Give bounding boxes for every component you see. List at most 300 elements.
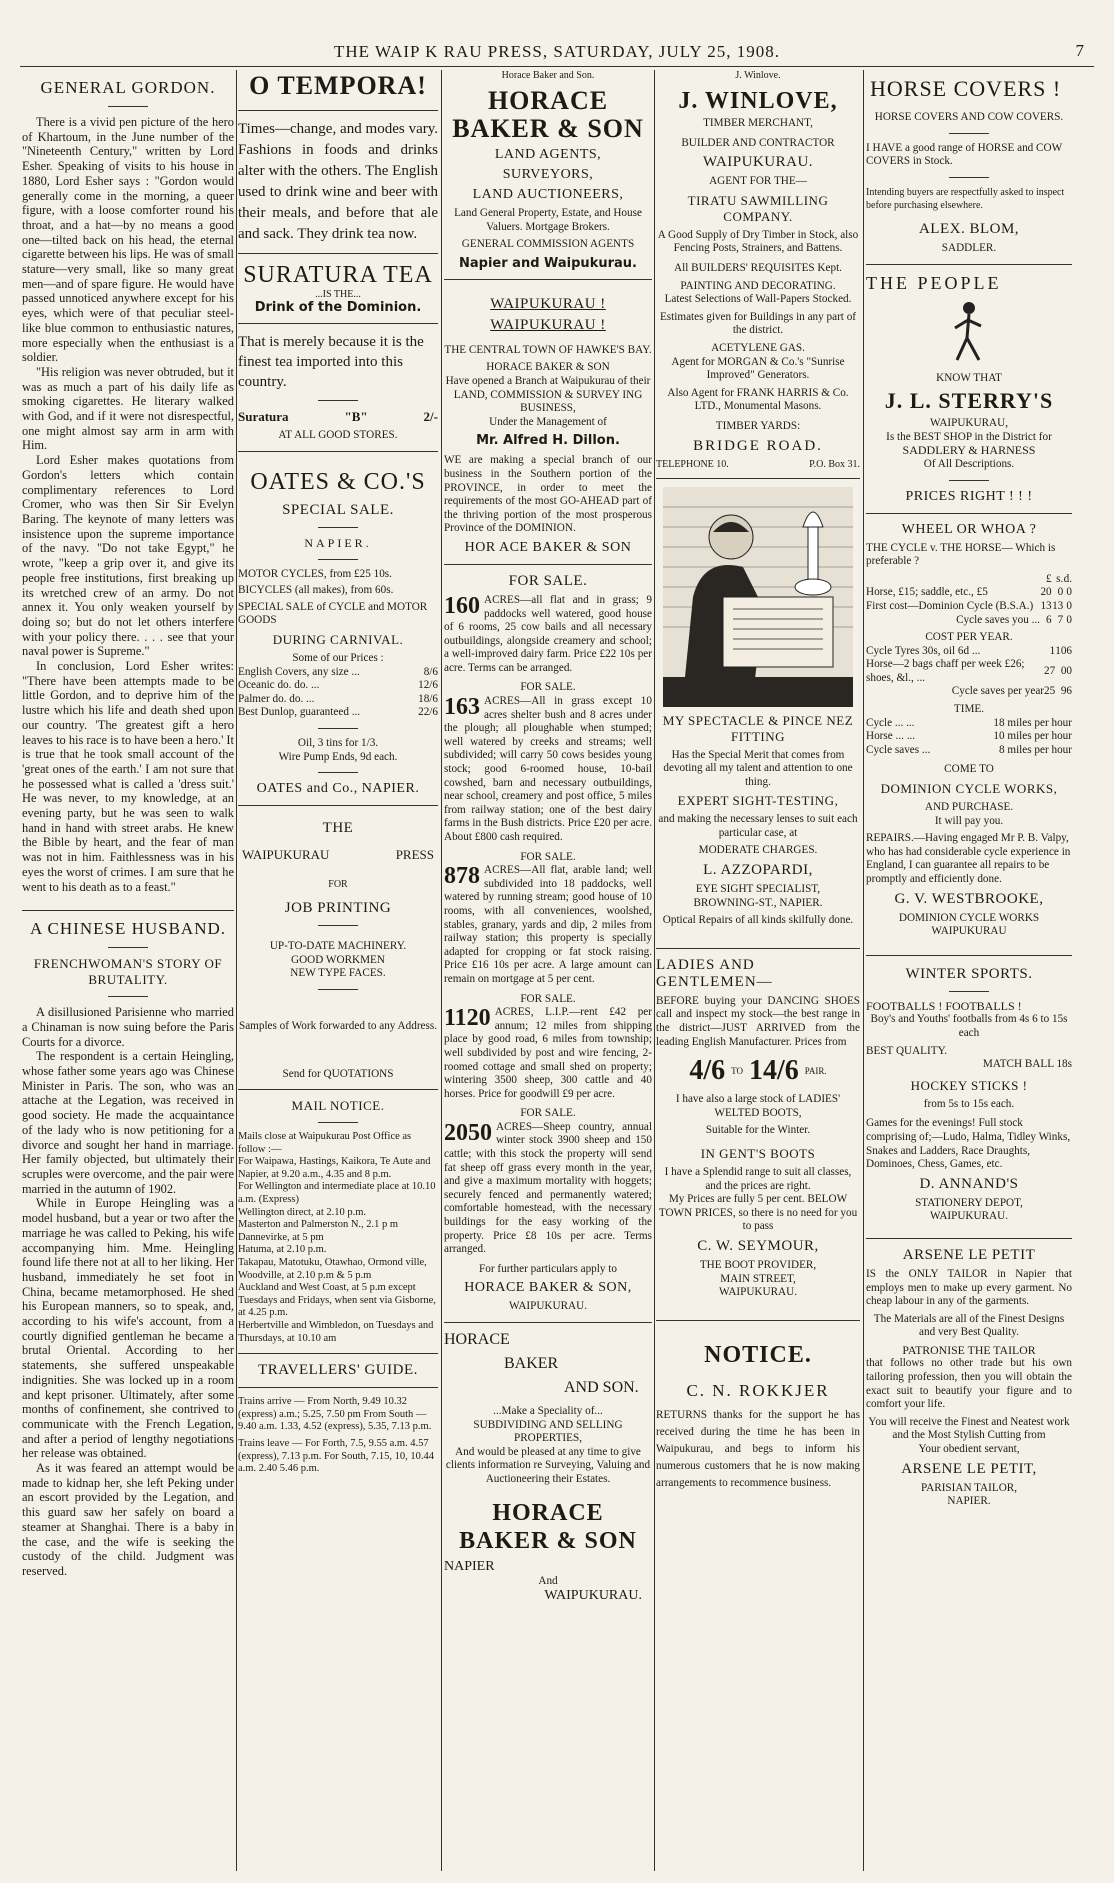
divider	[866, 1238, 1072, 1239]
divider	[238, 451, 438, 452]
cost-value: 0	[1066, 586, 1072, 599]
cost-value: 10	[1055, 644, 1067, 657]
ad-slogan: Drink of the Dominion.	[254, 300, 422, 315]
column-3	[444, 70, 652, 1873]
ad-text: The Materials are all of the Finest Designs and very Best Quality.	[873, 1312, 1065, 1339]
ad-subtitle: THE CYCLE v. THE HORSE— Which is preferable ?	[866, 541, 1056, 568]
listing-text: ACRES—Sheep country, annual winter stock 3900 sheep and 150 cattle; with this stock the property will send fat sheep off grass every month in the year, and give a maximum mortality with hoggets; securely fenced and permanently watered; comfortable homestead, with the necessary buildings for the easy working of the property. Price £8 10s per acre. Terms arranged.	[444, 1120, 652, 1256]
paragraph: While in Europe Heingling was a model husband, but a year or two after the marriage he was called to Peking, his wife accompanying him. Mme. Heingling found life there not at all to her liking. Her husband, immediately he set foot in China, became metamorphosed. He shed his European manners, so to speak, and, according to his wife's account, from a courtly dignified gentleman he became a brutal Oriental. According to her statements, she suffered unspeakable indignities. She was locked up in a room and kept prisoner. Ultimately, after some months of confinement, she contrived to communicate with the French Legation, and after a period of lengthy negotiations her release was obtained.	[22, 1196, 234, 1461]
column-divider	[441, 70, 442, 1871]
ad-text: Optical Repairs of all kinds skilfully done.	[662, 914, 854, 927]
divider	[108, 106, 148, 107]
divider	[949, 133, 989, 134]
ad-signature: D. ANNAND'S	[919, 1175, 1019, 1192]
price-to: TO	[731, 1066, 743, 1077]
table-row	[866, 573, 1072, 587]
divider	[318, 925, 358, 926]
ad-text: NAPIER.	[947, 1495, 991, 1508]
cost-value: 0	[1066, 665, 1072, 678]
time-item: Cycle saves ...	[866, 743, 931, 756]
listing	[444, 1006, 652, 1101]
ad-slogan: PRICES RIGHT ! ! !	[905, 488, 1033, 504]
divider	[318, 527, 358, 528]
ad-text: AND PURCHASE.	[924, 801, 1014, 814]
divider	[318, 989, 358, 990]
ad-text: NEW TYPE FACES.	[290, 967, 386, 980]
brand: Suratura	[238, 409, 289, 424]
ad-signature: ALEX. BLOM,	[918, 220, 1020, 237]
divider	[866, 513, 1072, 514]
ad-text: TIMBER YARDS:	[715, 419, 801, 432]
price-item: Palmer do. do. ...	[238, 692, 315, 705]
ad-text: All BUILDERS' REQUISITES Kept.	[674, 261, 842, 274]
divider	[318, 1122, 358, 1123]
table-row	[238, 706, 438, 720]
ad-location: WAIPUKURAU.	[544, 1588, 642, 1604]
ad-text: LAND, COMMISSION & SURVEY ING BUSINESS,	[453, 388, 643, 415]
divider	[866, 264, 1072, 265]
divider	[238, 1353, 438, 1354]
ad-text: THE CENTRAL TOWN OF HAWKE'S BAY.	[444, 343, 652, 356]
divider	[949, 480, 989, 481]
ad-text: That is merely because it is the finest tea imported into this country.	[238, 334, 424, 390]
ad-signature: C. W. SEYMOUR,	[697, 1237, 819, 1254]
time-table	[866, 717, 1072, 758]
ad-text: You will receive the Finest and Neatest work and the Most Stylish Cutting from	[868, 1415, 1070, 1442]
cost-item: First cost—Dominion Cycle (B.S.A.)	[866, 599, 1034, 612]
divider	[318, 400, 358, 401]
ad-text: I have a Splendid range to suit all classes, and the prices are right.	[664, 1166, 852, 1192]
table-row	[866, 730, 1072, 744]
article-title: GENERAL GORDON.	[40, 78, 216, 97]
ad-title: WHEEL OR WHOA ?	[901, 521, 1037, 537]
paragraph: As it was feared an attempt would be made to kidnap her, she left Peking under an escort provided by the Legation, and this guard saw her safely on board a steamer at Shanghai. There is a baby in the case, and the wife is seeking the custody of the child. Judgment was reserved.	[22, 1461, 234, 1578]
price-value: 8/6	[423, 665, 438, 678]
ad-text: WAIPUKURAU,	[930, 417, 1008, 430]
ad-title: THE PEOPLE	[866, 272, 1002, 293]
paragraph: There is a vivid pen picture of the hero of Khartoum, in the June number of the "Nineteenth Century," written by Lord Esher. Speaking of visits to his house in 1880, Lord Esher says : "Gordon would generally come in the morning, a queer figure, with a loose comforter round his throat, and a hat—by no means a good one—tilted back on his head, the eternal cigarette between his lips. He was of small stature—very small, like so many great men—and of spare figure. He would have passed unnoticed anywhere except for his eyes, which were of that peculiar steel-like blue common to enthusiastic natures, more especially when the enthusiast is a soldier.	[22, 115, 234, 365]
ad-text: PAINTING AND DECORATING.	[680, 279, 836, 292]
time-item: Cycle ... ...	[866, 716, 915, 729]
ad-text: WAIPUKURAU.	[930, 1210, 1008, 1223]
ad-text: ...IS THE...	[315, 289, 361, 300]
divider	[656, 478, 860, 479]
price-row	[238, 409, 438, 425]
ad-text: SADDLER.	[941, 241, 997, 254]
ad-subtitle: TIMBER MERCHANT,	[703, 117, 813, 129]
ad-text: Has the Special Merit that comes from devoting all my talent and attention to one thing.	[663, 748, 853, 788]
ad-text: Send for QUOTATIONS	[282, 1067, 394, 1080]
ad-title: WINTER SPORTS.	[905, 965, 1033, 982]
ad-text: GENERAL COMMISSION AGENTS	[461, 238, 635, 251]
listing-acres: 1120	[444, 1005, 491, 1032]
divider	[238, 1387, 438, 1388]
ad-text: TIRATU SAWMILLING COMPANY.	[687, 192, 829, 224]
ad-text: MAIN STREET,	[720, 1272, 796, 1285]
ad-text: Your obedient servant,	[918, 1443, 1020, 1456]
divider	[318, 728, 358, 729]
column-header: d.	[1063, 572, 1072, 585]
schedule-line: For Wellington and intermediate place at 10.10 a.m. (Express)	[238, 1181, 436, 1206]
ad-item: BICYCLES (all makes), from 60s.	[238, 584, 394, 597]
schedule-line: Dannevirke, at 5 pm	[238, 1231, 324, 1243]
ad-subtitle: EXPERT SIGHT-TESTING,	[677, 793, 839, 809]
divider	[444, 1322, 652, 1323]
ad-title: OATES & CO.'S	[250, 468, 426, 495]
ad-text: GOOD WORKMEN	[291, 953, 385, 966]
cost-value: 0	[1060, 665, 1067, 678]
ad-text: COME TO	[944, 763, 994, 776]
ad-text: Of All Descriptions.	[923, 457, 1015, 470]
po-box: P.O. Box 31.	[809, 458, 860, 470]
divider	[656, 948, 860, 949]
divider	[238, 1089, 438, 1090]
ad-text: SADDLERY & HARNESS	[902, 443, 1036, 458]
cost-value: 6	[1066, 685, 1072, 698]
listing-acres: 160	[444, 592, 480, 619]
ad-text: Samples of Work forwarded to any Address.	[238, 1019, 438, 1032]
cost-item: Horse, £15; saddle, etc., £5	[866, 586, 988, 599]
column-divider	[654, 70, 655, 1871]
page-number: 7	[1075, 41, 1084, 60]
ad-title	[242, 847, 434, 863]
table-row	[238, 693, 438, 707]
ad-text: And	[538, 1574, 558, 1587]
ad-text: THE	[322, 820, 354, 837]
divider	[318, 559, 358, 560]
ad-text: Suitable for the Winter.	[705, 1124, 811, 1137]
ad-text: IS the ONLY TAILOR in Napier that employs men to make up every garment. No cheap labour in any of the garments.	[866, 1267, 1072, 1308]
ad-title-left: WAIPUKURAU	[242, 847, 330, 863]
ad-title: MY SPECTACLE & PINCE NEZ FITTING	[662, 712, 854, 744]
ad-subtitle: FOOTBALLS ! FOOTBALLS !	[866, 998, 1022, 1013]
section-title: FOR SALE.	[520, 850, 576, 863]
ad-text: DOMINION CYCLE WORKS	[898, 911, 1040, 924]
ad-text: Under the Management of	[489, 415, 607, 428]
price-item: English Covers, any size ...	[238, 665, 360, 678]
ad-text: ...Make a Speciality of...	[493, 1405, 603, 1417]
listing-text: ACRES—All in grass except 10 acres shelter bush and 8 acres under the plough; all ploughable when stumped; well watered by creeks and streams; well subdivided; will carry 50 cows besides young stock; good 6-roomed house, 10-bail cowshed, barn and necessary outbuildings, near school, creamery and post office, 5 miles from railway station; one of the best dairy farms in the Bush districts. Price £20 per acre. About £800 cash required.	[444, 695, 652, 843]
section-title: FOR SALE.	[520, 1107, 576, 1120]
listing-text: ACRES—all flat and in grass; 9 paddocks well watered, good house of 6 rooms, 25 cow bails and all necessary outbuildings, alongside creamery and school; a well-improved dairy farm. Price £22 10s per acre. Terms can be arranged.	[444, 593, 652, 674]
section-title: FOR SALE.	[520, 681, 576, 694]
ad-text: Is the BEST SHOP in the District for	[886, 430, 1052, 443]
ad-text: Latest Selections of Wall-Papers Stocked.	[664, 293, 852, 306]
paragraph: A disillusioned Parisienne who married a Chinaman is now suing before the Paris Courts for a divorce.	[22, 1005, 234, 1049]
manager-name: Mr. Alfred H. Dillon.	[476, 433, 620, 449]
ad-text: PARISIAN TAILOR,	[920, 1481, 1018, 1494]
listing-text: ACRES, L.I.P.—rent £42 per annum; 12 miles from shipping place by good road, 6 miles from township; well subdivided by post and wire fencing, 2-roomed cottage and small shed on property; wintering 3500 sheep, 300 cattle and 40 horses. Price for goodwill £9 per acre.	[444, 1006, 652, 1100]
ad-text: MODERATE CHARGES.	[698, 844, 818, 857]
price-table	[238, 666, 438, 720]
price-value: 18/6	[418, 692, 438, 705]
ad-title: SURATURA TEA	[243, 262, 433, 288]
contact-row	[656, 459, 860, 470]
divider	[949, 177, 989, 178]
paragraph: "His religion was never obtruded, but it was as much a part of his daily life as smoking cigarettes. He literary walked with God, and if it were not disrespectful, one might almost say arm in arm with Him.	[22, 364, 234, 453]
divider	[866, 955, 1072, 956]
cost-value: 27	[1044, 665, 1056, 678]
ad-text: AT ALL GOOD STORES.	[278, 429, 398, 441]
cost-value: 9	[1060, 685, 1067, 698]
ad-signature: L. AZZOPARDI,	[703, 862, 813, 879]
section-title: COST PER YEAR.	[925, 631, 1013, 644]
ad-location: NAPIER.	[304, 535, 372, 550]
ad-text: A Good Supply of Dry Timber in Stock, also Fencing Posts, Strainers, and Battens.	[657, 228, 859, 255]
ad-location: NAPIER	[444, 1558, 495, 1574]
ad-text: KNOW THAT	[936, 371, 1002, 384]
ad-text: UP-TO-DATE MACHINERY.	[269, 940, 407, 953]
cost-value: 6	[1046, 613, 1052, 626]
listing-acres: 163	[444, 694, 480, 721]
price: 2/-	[423, 409, 438, 424]
ad-text: ACETYLENE GAS.	[711, 341, 805, 354]
ad-location: WAIPUKURAU.	[702, 154, 814, 171]
table-row	[866, 717, 1072, 731]
ad-text: HORACE BAKER & SON	[486, 361, 610, 374]
ad-subtitle: DURING CARNIVAL.	[272, 631, 404, 647]
cost-value: 0	[1066, 613, 1072, 626]
schedule-line: Mails close at Waipukurau Post Office as follow :—	[238, 1131, 412, 1155]
schedule-line: For Waipawa, Hastings, Kaikora, Te Aute and Napier, at 9.20 a.m., 4.35 and 8 p.m.	[238, 1156, 431, 1180]
ad-subtitle: JOB PRINTING	[284, 900, 392, 917]
section-title: FOR SALE.	[508, 572, 588, 589]
cost-value: 0	[1057, 586, 1064, 599]
cost-value: 7	[1057, 613, 1064, 626]
column-5	[866, 70, 1072, 1873]
ad-text: I have also a large stock of LADIES' WELTED BOOTS,	[675, 1093, 841, 1119]
notice-name: C. N. ROKKJER	[686, 1380, 830, 1400]
masthead	[20, 38, 1094, 67]
notice-title: TRAVELLERS' GUIDE.	[258, 1362, 418, 1379]
table-row	[866, 744, 1072, 758]
column-1	[22, 70, 234, 1873]
ad-title: O TEMPORA!	[249, 71, 427, 100]
ad-subtitle: PATRONISE THE TAILOR	[902, 1342, 1036, 1357]
ad-text: Games for the evenings! Full stock comprising of;—Ludo, Halma, Tidley Winks, Snakes and Ladders, Race Draughts, Dominoes, Chess, Games, etc.	[866, 1117, 1071, 1171]
ad-text: I HAVE a good range of HORSE and COW COVERS in Stock.	[866, 141, 1062, 168]
price-value: 12/6	[418, 679, 438, 692]
listing-text: ACRES—All flat, arable land; well subdivided into 18 paddocks, well watered by running stream; good house of 10 rooms, with all conveniences, woolshed, stables, granary, yards and dip, 2 miles from railway station; this property is specially adapted for cropping or fat stock raising. Price £16 10s per acre. A large amount can remain on mortgage at 5 per cent.	[444, 864, 652, 985]
cost-value: 13	[1052, 599, 1064, 612]
column-divider	[236, 70, 237, 1871]
grade: "B"	[344, 409, 368, 424]
divider	[238, 805, 438, 806]
article-body	[22, 115, 234, 894]
schedule-line: Herbertville and Wimbledon, on Tuesdays and Thursdays, at 10.10 am	[238, 1320, 434, 1344]
ad-text: STATIONERY DEPOT,	[915, 1196, 1023, 1209]
divider	[318, 772, 358, 773]
table-row	[238, 666, 438, 680]
cost-value: 20	[1040, 586, 1052, 599]
masthead-title: THE WAIP K RAU PRESS, SATURDAY, JULY 25, 1908.	[333, 42, 781, 61]
ad-text: Some of our Prices :	[292, 651, 384, 664]
paragraph: The respondent is a certain Heingling, whose father some years ago was Chinese Minister in Paris. The son, who was an attache at the Legation, was received in good society. He made the acquaintance of the lady who is now petitioning for a divorce and sought her hand in marriage. Her family objected, but ultimately their scruples were overcome, and the pair were married in the autumn of 1902.	[22, 1049, 234, 1196]
price-item: Best Dunlop, guaranteed ...	[238, 706, 361, 719]
schedule-line: Masterton and Palmerston N., 2.1 p m	[238, 1219, 399, 1231]
ad-text: For further particulars apply to	[479, 1262, 617, 1275]
ad-text: WAIPUKURAU.	[509, 1300, 587, 1313]
ad-subtitle: LAND AGENTS,	[494, 147, 602, 162]
ad-text: And would be pleased at any time to give clients information re Surveying, Valuing and Auctioneering their Estates.	[445, 1445, 651, 1485]
schedule-line: Auckland and West Coast, at 5 p.m except Tuesdays and Fridays, when sent via Gisborne, at 4.25 p.m.	[238, 1282, 436, 1319]
ad-footer: OATES and Co., NAPIER.	[256, 781, 420, 797]
time-item: Horse ... ...	[866, 730, 916, 743]
table-row	[866, 645, 1072, 659]
table-row	[866, 586, 1072, 600]
divider	[949, 991, 989, 992]
ad-text: SUBDIVIDING AND SELLING PROPERTIES,	[473, 1418, 623, 1445]
cost-value: 25	[1044, 685, 1056, 698]
listing-acres: 878	[444, 863, 480, 890]
listing	[444, 864, 652, 986]
cost-item: Cycle saves per year	[951, 685, 1045, 698]
cost-item: Cycle Tyres 30s, oil 6d ...	[866, 644, 981, 657]
ad-signature: ARSENE LE PETIT,	[901, 1460, 1037, 1477]
price-unit: PAIR.	[804, 1066, 827, 1077]
schedule-line: Wellington direct, at 2.10 p.m.	[238, 1206, 367, 1218]
ad-title: BAKER	[504, 1355, 559, 1372]
ad-text: Agent for MORGAN & Co.'s "Sunrise Improved" Generators.	[671, 355, 845, 382]
ad-signature: HOR ACE BAKER & SON	[464, 539, 632, 555]
ad-text: AGENT FOR THE—	[709, 175, 807, 188]
ad-title-right: PRESS	[395, 847, 434, 863]
divider	[444, 564, 652, 565]
ad-subtitle: IN GENT'S BOOTS	[700, 1146, 816, 1161]
ad-text: and making the necessary lenses to suit each particular case, at	[658, 813, 858, 839]
ad-text: from 5s to 15s each.	[923, 1097, 1015, 1110]
listing	[444, 594, 652, 676]
paragraph: Lord Esher makes quotations from Gordon's letters which contain complimentary references to Lord Cromer, who was then Sir Sir Evelyn Baring. The keynote of many letters was insistence upon the supreme importance of the navy. "Do not take Egypt," he wrote, "keep a grip over it, and give its people free institutions, first breaking up its wretched crew of an army. Do not annex it. You only weaken yourself by doing so; but do not let others interfere with your policy there. . . . see that your naval power is Supreme."	[22, 453, 234, 659]
price-value: 22/6	[418, 706, 438, 719]
mail-schedule	[238, 1131, 438, 1345]
cost-item: Cycle saves you ...	[956, 613, 1040, 626]
ad-label: Horace Baker and Son.	[501, 70, 595, 81]
ad-text: EYE SIGHT SPECIALIST,	[695, 883, 821, 896]
column-2	[238, 70, 438, 1873]
ad-text: BEFORE buying your DANCING SHOES call and inspect my stock—the best range in the district—JUST ARRIVED from the leading English Manufacturer. Prices from	[656, 994, 860, 1048]
listing	[444, 1121, 652, 1257]
ad-text: WAIPUKURAU.	[719, 1286, 797, 1299]
ad-title: J. L. STERRY'S	[884, 388, 1054, 414]
price-low: 4/6	[689, 1055, 726, 1087]
ad-text: MATCH BALL 18s	[982, 1058, 1072, 1071]
ad-text: BEST QUALITY.	[866, 1044, 948, 1057]
column-header: s.	[1056, 572, 1064, 585]
ad-item: SPECIAL SALE of CYCLE and MOTOR GOODS	[238, 600, 428, 627]
schedule-line: Takapau, Matotuku, Otawhao, Ormond ville, Woodville, at 2.10 p.m & 5 p.m	[238, 1257, 427, 1281]
ad-subtitle: BUILDER AND CONTRACTOR	[681, 136, 835, 149]
telephone: TELEPHONE 10.	[656, 458, 729, 470]
table-row	[866, 685, 1072, 699]
ad-text: Estimates given for Buildings in any part of the district.	[659, 310, 857, 337]
ad-signature: G. V. WESTBROOKE,	[894, 890, 1044, 907]
ad-text: BROWNING-ST., NAPIER.	[693, 896, 823, 909]
ad-text: Oil, 3 tins for 1/3.	[297, 736, 379, 749]
price-range	[656, 1055, 860, 1087]
price-high: 14/6	[748, 1055, 799, 1087]
ad-title: HORACE BAKER & SON	[459, 1499, 637, 1554]
column-header: £	[1046, 572, 1052, 585]
column-divider	[863, 70, 864, 1871]
notice-title: MAIL NOTICE.	[291, 1098, 385, 1114]
divider	[22, 910, 234, 911]
ad-text: It will pay you.	[934, 814, 1004, 827]
ad-text: FOR	[328, 879, 348, 891]
listing	[444, 695, 652, 845]
schedule-line: Trains leave — For Forth, 7.5, 9.55 a.m. 4.57 (express), 7.13 p.m. For South, 7.15, 10, 10.44 a.m. 2.40 5.46 p.m.	[238, 1437, 434, 1475]
article-subtitle: FRENCHWOMAN'S STORY OF BRUTALITY.	[33, 956, 223, 988]
ad-text: My Prices are fully 5 per cent. BELOW TOWN PRICES, so there is no need for you to pass	[658, 1193, 858, 1233]
ad-title: HORSE COVERS !	[870, 76, 1062, 101]
divider	[238, 323, 438, 324]
ad-title: HORACE BAKER & SON	[452, 86, 644, 143]
time-value: 10 miles per hour	[993, 730, 1072, 743]
divider	[444, 279, 652, 280]
ad-text: Land General Property, Estate, and House Valuers. Mortgage Brokers.	[454, 207, 642, 233]
ad-text: Boy's and Youths' footballs from 4s 6 to 15s each	[870, 1013, 1068, 1039]
ad-title: WAIPUKURAU !	[490, 316, 606, 333]
cost-value: 1	[1049, 644, 1056, 657]
ad-title: LADIES AND GENTLEMEN—	[656, 956, 773, 990]
ad-text: REPAIRS.—Having engaged Mr P. B. Valpy, who has had considerable cycle experience in England, I can guarantee all repairs to be promptly and efficiently done.	[866, 832, 1071, 885]
divider	[108, 947, 148, 948]
ad-signature: HORACE BAKER & SON,	[464, 1280, 632, 1296]
cost-value: 6	[1066, 644, 1072, 657]
time-value: 18 miles per hour	[993, 716, 1072, 729]
cost-table	[866, 573, 1072, 627]
article-title: A CHINESE HUSBAND.	[29, 919, 227, 939]
ad-title: AND SON.	[564, 1379, 639, 1396]
paragraph: In conclusion, Lord Esher writes: "There have been attempts made to be little Gordon, and to deprive him of the lustre which his life and death shed upon our country. 'The greatest gift a hero leaves to his race is to have been a hero.' It is true that he took small account of the 'great ones of the earth.' I am not sure that he possessed what is called a 'dress suit.' He was never, to my knowledge, at an evening party, but he was seen to walk hand in hand with street arabs. He knew the Bible by heart, and the fear of man was not in him. Faithlessness was in his eyes the worst of crimes. I am sure that he went to his death as to a feast."	[22, 659, 234, 894]
cost-table	[866, 645, 1072, 699]
listing-acres: 2050	[444, 1119, 492, 1146]
ad-slogan: Napier and Waipukurau.	[459, 255, 637, 271]
price-item: Oceanic do. do. ...	[238, 679, 320, 692]
article-body	[22, 1005, 234, 1578]
ad-text: that follows no other trade but his own tailoring profession, then you will obtain the exact suit to beautify your figure and to comfort your life.	[866, 1357, 1072, 1411]
divider	[238, 253, 438, 254]
divider	[656, 1320, 860, 1321]
ad-subtitle: LAND AUCTIONEERS,	[472, 187, 624, 202]
ad-subtitle: HORSE COVERS AND COW COVERS.	[874, 111, 1064, 123]
table-row	[866, 600, 1072, 614]
notice-text: RETURNS thanks for the support he has received during the time he has been in Waipukurau, and begs to inform his numerous customers that he is now making arrangements to recommence business.	[656, 1408, 860, 1489]
ad-title: J. WINLOVE,	[678, 88, 838, 114]
column-4	[656, 70, 860, 1873]
time-value: 8 miles per hour	[998, 743, 1072, 756]
ad-location: BRIDGE ROAD.	[693, 437, 823, 454]
ad-title: ARSENE LE PETIT	[902, 1246, 1036, 1263]
ad-text: THE BOOT PROVIDER,	[699, 1258, 817, 1271]
ad-subtitle: SPECIAL SALE.	[282, 501, 394, 518]
ad-text: Wire Pump Ends, 9d each.	[278, 750, 398, 763]
section-title: FOR SALE.	[520, 992, 576, 1005]
cost-value: 0	[1066, 599, 1072, 612]
ad-text: Times—change, and modes vary. Fashions in foods and drinks alter with the others. The English used to drink wine and beer with their meals, and before that ale and sack. They drink tea now.	[238, 121, 438, 242]
divider	[238, 110, 438, 111]
ad-text: WE are making a special branch of our business in the Southern portion of the PROVINCE, in order to meet the requirements of the most GO-AHEAD part of the thriving portion of the most prosperous Province of the DOMINION.	[444, 454, 652, 535]
ad-title: WAIPUKURAU !	[490, 295, 606, 312]
table-row	[238, 679, 438, 693]
ad-text: Also Agent for FRANK HARRIS & Co. LTD., Monumental Masons.	[667, 386, 849, 413]
ad-text: Intending buyers are respectfully asked to inspect before purchasing elsewhere.	[866, 186, 1065, 212]
table-row	[866, 614, 1072, 628]
ad-subtitle: SURVEYORS,	[502, 167, 594, 182]
ad-label: J. Winlove.	[735, 70, 781, 81]
cost-value: 13	[1040, 599, 1052, 612]
divider	[108, 996, 148, 997]
